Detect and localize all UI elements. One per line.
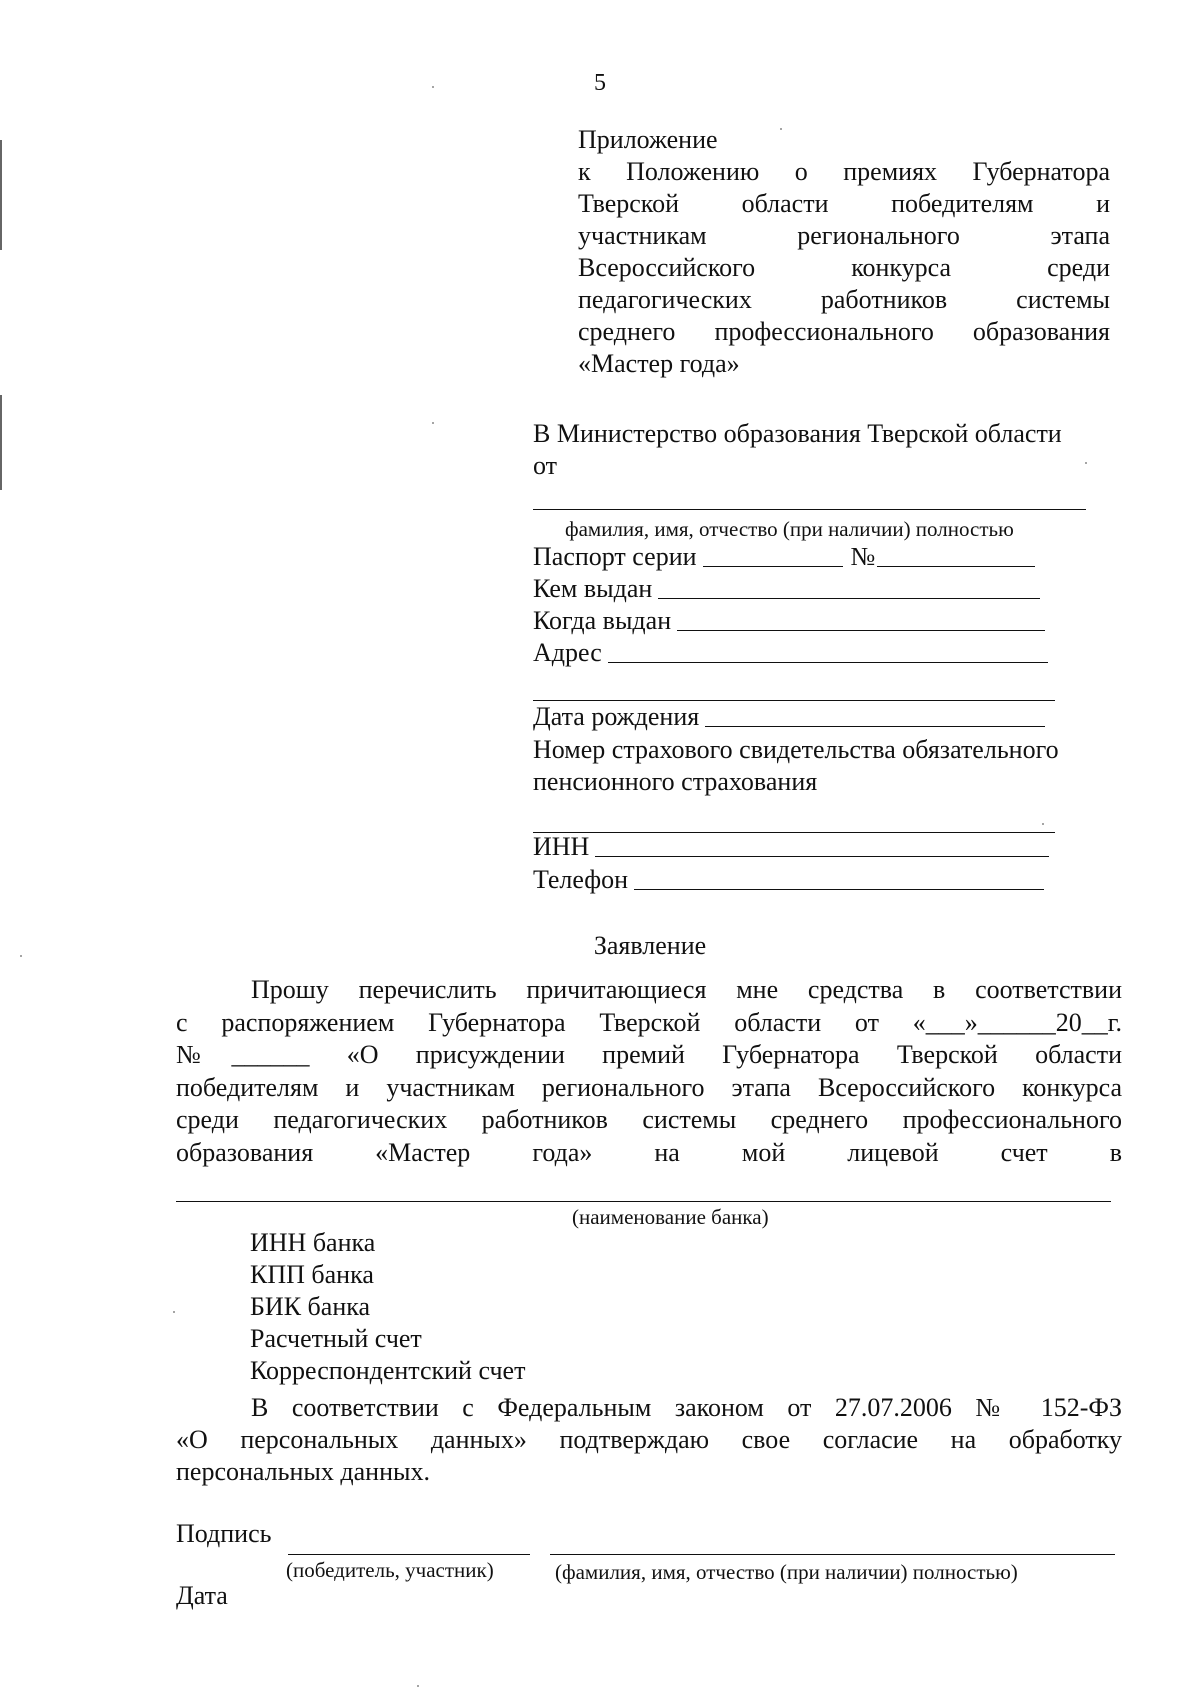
- issued-on-field[interactable]: [677, 630, 1045, 631]
- issued-on-label: Когда выдан: [533, 605, 672, 635]
- bank-account-row: [250, 1323, 1084, 1355]
- issued-on-row: [533, 605, 1045, 637]
- statement-line: Прошу перечислить причитающиеся мне средства в соответствии: [251, 975, 1122, 1004]
- inn-row: [533, 831, 1049, 863]
- bank-kpp-label: КПП банка: [250, 1259, 374, 1289]
- birth-date-label: Дата рождения: [533, 701, 700, 731]
- consent-line: В соответствии с Федеральным законом от 27.07.2006 № 152-ФЗ: [251, 1393, 1122, 1422]
- address-row: [533, 637, 1048, 669]
- bank-corr-account-row: [250, 1355, 1075, 1387]
- appendix-line: Всероссийского конкурса среди: [578, 253, 1110, 282]
- inn-field[interactable]: [595, 856, 1049, 857]
- scan-speck: [173, 1311, 175, 1313]
- passport-number-label: №: [850, 541, 876, 571]
- appendix-title: Приложение: [578, 125, 718, 154]
- passport-number-field[interactable]: [877, 566, 1035, 567]
- issued-by-label: Кем выдан: [533, 573, 653, 603]
- issued-by-row: [533, 573, 1040, 605]
- phone-field[interactable]: [634, 889, 1044, 890]
- consent-line: «О персональных данных» подтверждаю свое согласие на обработку: [176, 1425, 1122, 1454]
- snils-label-line: пенсионного страхования: [533, 767, 818, 796]
- recipient-from: от: [533, 451, 558, 480]
- issued-by-field[interactable]: [658, 598, 1040, 599]
- appendix-line: участникам регионального этапа: [578, 221, 1110, 250]
- address-label: Адрес: [533, 637, 602, 667]
- signature-field[interactable]: [288, 1554, 530, 1555]
- passport-series-label: Паспорт серии: [533, 541, 697, 571]
- phone-label: Телефон: [533, 864, 629, 894]
- bank-bik-row: [250, 1291, 1088, 1323]
- signature-label: Подпись: [176, 1519, 272, 1548]
- full-name-caption: фамилия, имя, отчество (при наличии) полностью: [565, 517, 1014, 541]
- statement-line: №______ «О присуждении премий Губернатора Тверской области: [176, 1040, 1122, 1069]
- recipient-to: В Министерство образования Тверской области: [533, 419, 1062, 448]
- full-name-field[interactable]: [533, 509, 1086, 510]
- bank-name-field[interactable]: [176, 1201, 1111, 1202]
- scan-speck: [432, 422, 434, 424]
- bank-corr-account-label: Корреспондентский счет: [250, 1355, 526, 1385]
- scan-speck: [417, 1685, 419, 1687]
- inn-label: ИНН: [533, 831, 590, 861]
- scan-speck: [1042, 823, 1044, 825]
- scan-edge-mark: [0, 140, 2, 250]
- appendix-line: педагогических работников системы: [578, 285, 1110, 314]
- bank-bik-label: БИК банка: [250, 1291, 371, 1321]
- winner-caption: (победитель, участник): [286, 1558, 494, 1582]
- statement-line: с распоряжением Губернатора Тверской области от «___»______20__г.: [176, 1007, 1122, 1037]
- bank-inn-label: ИНН банка: [250, 1227, 376, 1257]
- consent-paragraph: [176, 1392, 1122, 1488]
- page-number: 5: [594, 70, 606, 96]
- birth-date-row: [533, 701, 1045, 733]
- signature-full-name-caption: (фамилия, имя, отчество (при наличии) полностью): [555, 1560, 1018, 1584]
- statement-line: победителям и участникам регионального этапа Всероссийского конкурса: [176, 1072, 1122, 1102]
- bank-name-caption: (наименование банка): [572, 1205, 769, 1229]
- appendix-line: к Положению о премиях Губернатора: [578, 157, 1110, 186]
- recipient-block: [533, 418, 1113, 482]
- passport-series-field[interactable]: [703, 566, 843, 567]
- bank-inn-row: [250, 1227, 1095, 1259]
- bank-account-label: Расчетный счет: [250, 1323, 422, 1353]
- scan-edge-mark: [0, 395, 2, 490]
- statement-line: среди педагогических работников системы среднего профессионального: [176, 1105, 1122, 1134]
- appendix-last-line: «Мастер года»: [578, 349, 740, 378]
- passport-row: [533, 541, 1035, 573]
- address-field[interactable]: [608, 662, 1048, 663]
- signature-full-name-field[interactable]: [550, 1554, 1115, 1555]
- phone-row: [533, 864, 1044, 896]
- statement-line: образования «Мастер года» на мой лицевой счет в: [176, 1137, 1122, 1167]
- appendix-line: среднего профессионального образования: [578, 317, 1110, 346]
- date-label: Дата: [176, 1581, 228, 1610]
- appendix-block: [578, 124, 1110, 380]
- statement-heading: Заявление: [593, 931, 707, 960]
- bank-kpp-row: [250, 1259, 1092, 1291]
- snils-label: [533, 734, 1059, 798]
- statement-body: [176, 974, 1122, 1169]
- snils-label-line: Номер страхового свидетельства обязательного: [533, 735, 1059, 764]
- appendix-line: Тверской области победителям и: [578, 189, 1110, 218]
- birth-date-field[interactable]: [705, 726, 1045, 727]
- consent-line: персональных данных.: [176, 1457, 430, 1486]
